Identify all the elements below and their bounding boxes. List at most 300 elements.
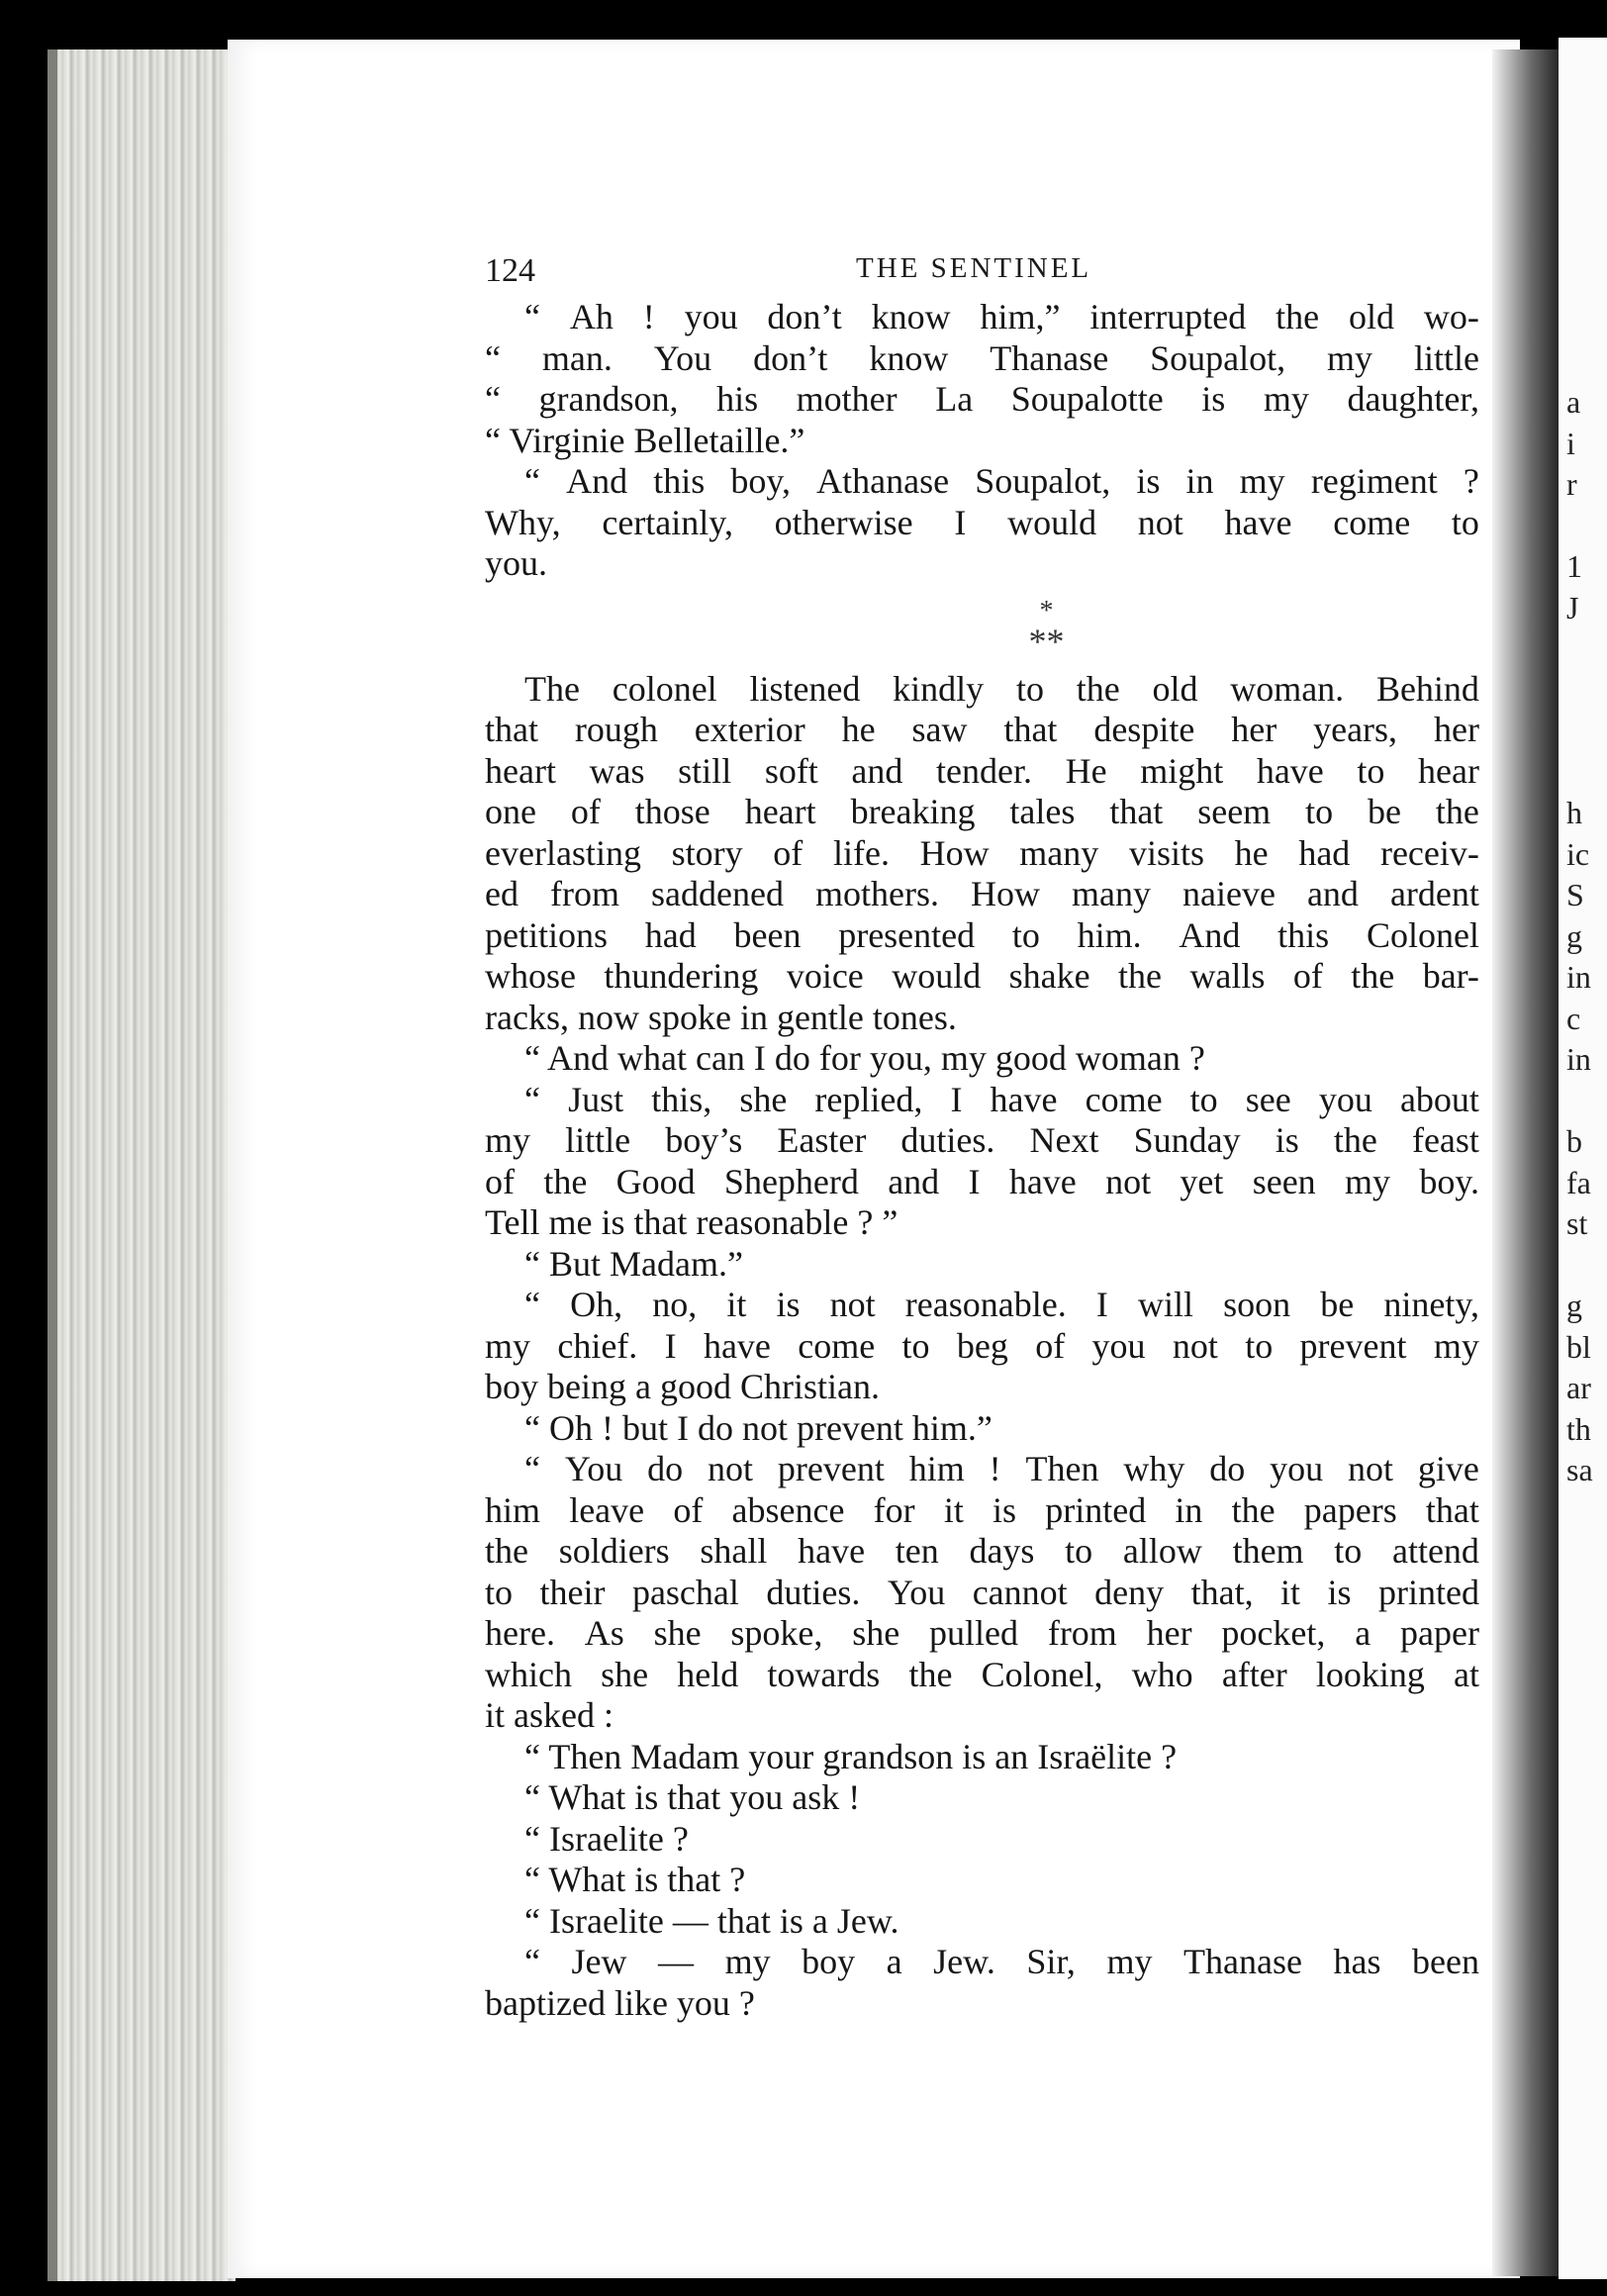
word: La — [935, 379, 974, 419]
word: his — [716, 379, 759, 419]
word: printed — [1378, 1572, 1479, 1612]
text-line — [485, 1202, 1479, 1244]
text-line-content: “ Israelite — that is a Jew. — [524, 1900, 899, 1941]
word: of — [485, 1161, 515, 1201]
text-line-content: “ Virginie Belletaille.” — [485, 420, 805, 460]
word: about — [1399, 1079, 1479, 1119]
text-line — [485, 1860, 1479, 1901]
text-line — [485, 1408, 1479, 1450]
text-line-content: “ Then Madam your grandson is an Israëlite ? — [524, 1736, 1178, 1776]
word: have — [1008, 1161, 1077, 1201]
word: have — [1224, 502, 1292, 542]
word: Then — [1025, 1449, 1099, 1488]
word: rough — [574, 710, 658, 749]
text-line — [485, 792, 1479, 833]
text-line-content: it asked : — [485, 1695, 614, 1735]
word: was — [589, 750, 645, 791]
facing-page-fragment: c — [1566, 1000, 1581, 1036]
word: soon — [1223, 1285, 1291, 1324]
word: Oh, — [570, 1285, 623, 1324]
facing-page-fragment: g — [1566, 1288, 1582, 1323]
text-line — [485, 1080, 1479, 1121]
word: ed — [485, 874, 519, 913]
word: Soupalotte — [1010, 379, 1164, 419]
word: looking — [1315, 1654, 1425, 1694]
word: that — [1003, 710, 1058, 749]
word: mother — [796, 379, 898, 419]
word: Thanase — [1183, 1942, 1302, 1981]
word: Easter — [777, 1120, 867, 1160]
word: to — [1245, 1325, 1274, 1366]
word: and — [851, 750, 903, 791]
word: my — [1263, 379, 1309, 419]
word: might — [1140, 750, 1224, 791]
text-line — [485, 1901, 1479, 1943]
text-section-after-ornament — [485, 669, 1479, 2025]
word: this — [653, 461, 706, 501]
word: have — [1256, 750, 1324, 791]
word: I — [968, 1161, 981, 1201]
word: is — [1136, 461, 1161, 501]
word: to — [901, 1325, 930, 1366]
word: been — [1412, 1942, 1479, 1981]
word: chief. — [557, 1325, 638, 1366]
word: As — [584, 1613, 624, 1653]
facing-page-fragment: S — [1566, 877, 1584, 912]
word: you — [1318, 1079, 1372, 1119]
word: to — [1334, 1531, 1363, 1571]
text-line — [485, 1942, 1479, 1983]
text-line — [485, 1244, 1479, 1286]
text-line-content: racks, now spoke in gentle tones. — [485, 997, 957, 1037]
word: Soupalot, — [975, 461, 1111, 501]
word: duties. — [900, 1120, 995, 1160]
word: the — [1076, 668, 1120, 709]
word: the — [1276, 297, 1320, 336]
word: it — [726, 1285, 747, 1324]
asterism-top: * — [1039, 595, 1054, 626]
word: that — [1425, 1489, 1479, 1530]
facing-page-fragment: J — [1566, 589, 1579, 625]
word: from — [1047, 1613, 1117, 1653]
word: visits — [1128, 832, 1204, 873]
word: otherwise — [774, 502, 913, 542]
word: their — [539, 1572, 606, 1612]
word: had — [644, 914, 697, 955]
word: to — [1015, 668, 1044, 709]
text-line — [485, 1983, 1479, 2025]
text-line — [485, 297, 1479, 338]
word: him — [485, 1489, 541, 1530]
word: Just — [568, 1079, 624, 1119]
word: him — [908, 1449, 965, 1488]
text-line — [485, 1367, 1479, 1408]
word: attend — [1391, 1531, 1479, 1571]
word: regiment — [1310, 461, 1438, 501]
facing-page-fragment: in — [1566, 959, 1591, 995]
word: Sunday — [1133, 1120, 1241, 1160]
word: voice — [786, 956, 864, 996]
word: walls — [1189, 956, 1266, 996]
word: days — [969, 1531, 1035, 1571]
asterism-bottom: ** — [1028, 621, 1065, 661]
word: boy, — [730, 461, 792, 501]
word: have — [798, 1531, 866, 1571]
word: my — [485, 1325, 531, 1366]
facing-page-fragment: i — [1566, 425, 1575, 461]
word: old — [1152, 668, 1198, 709]
word: who — [1131, 1654, 1193, 1694]
word: seen — [1252, 1161, 1316, 1201]
word: You — [564, 1449, 623, 1488]
text-line — [485, 1737, 1479, 1778]
word: Colonel — [1366, 914, 1479, 955]
text-line — [485, 503, 1479, 544]
word: it — [1280, 1572, 1301, 1612]
word: printed — [1045, 1489, 1147, 1530]
text-line-content: “ What is that you ask ! — [524, 1777, 861, 1817]
body-text — [485, 297, 1479, 2024]
word: soldiers — [558, 1531, 670, 1571]
running-header — [485, 252, 1395, 292]
word: my — [1106, 1942, 1153, 1981]
word: absence — [731, 1489, 845, 1530]
word: Ah — [569, 297, 614, 336]
word: is — [1275, 1120, 1299, 1160]
word: it — [943, 1489, 964, 1530]
word: cannot — [972, 1572, 1068, 1612]
word: that, — [1190, 1572, 1254, 1612]
word: many — [1071, 874, 1151, 913]
word: which — [485, 1654, 572, 1694]
word: Shepherd — [723, 1161, 859, 1201]
word: to — [1357, 750, 1385, 791]
facing-page-fragment: sa — [1566, 1452, 1593, 1487]
facing-page-fragment: ic — [1566, 835, 1590, 872]
word: receiv- — [1379, 832, 1479, 873]
word: her — [1146, 1613, 1192, 1653]
word: be — [1368, 792, 1401, 831]
word: he — [1234, 832, 1269, 873]
facing-page-fragment: th — [1566, 1410, 1591, 1447]
word: don’t — [767, 297, 842, 336]
word: exterior — [694, 710, 805, 749]
facing-page-fragment: bl — [1566, 1328, 1591, 1365]
word: the — [543, 1161, 588, 1201]
word: of — [673, 1489, 704, 1530]
text-line — [485, 338, 1479, 380]
word: Athanase — [816, 461, 950, 501]
text-line — [485, 1038, 1479, 1080]
word: boy — [802, 1942, 856, 1981]
word: see — [1245, 1079, 1291, 1119]
word: woman. — [1230, 668, 1345, 709]
word: my — [1345, 1161, 1391, 1201]
word: Thanase — [990, 337, 1109, 378]
word: presented — [838, 914, 976, 955]
word: boy. — [1419, 1161, 1479, 1201]
word: You — [653, 337, 712, 378]
text-line — [485, 669, 1479, 711]
word: I — [950, 1079, 963, 1119]
page-number: 124 — [485, 252, 535, 289]
word: not — [1105, 1161, 1152, 1201]
word: years, — [1313, 710, 1398, 749]
word: will — [1137, 1285, 1193, 1324]
word: the — [1333, 1120, 1377, 1160]
text-line — [485, 956, 1479, 998]
word: of — [570, 792, 601, 831]
word: “ — [485, 337, 501, 378]
word: paschal — [631, 1572, 739, 1612]
text-line — [485, 710, 1479, 751]
word: pocket, — [1221, 1613, 1326, 1653]
word: no, — [652, 1285, 698, 1324]
word: have — [990, 1079, 1058, 1119]
word: is — [776, 1285, 801, 1324]
text-line — [485, 1490, 1479, 1532]
word: shake — [1008, 956, 1090, 996]
word: that — [485, 710, 538, 749]
word: Sir, — [1026, 1942, 1076, 1981]
word: duties. — [766, 1572, 861, 1612]
word: ? — [1463, 461, 1479, 501]
word: certainly, — [602, 502, 733, 542]
word: bar- — [1422, 956, 1479, 996]
word: my — [724, 1942, 771, 1981]
facing-page-fragment: st — [1566, 1205, 1588, 1241]
facing-page-fragment: a — [1566, 384, 1581, 420]
word: I — [954, 502, 967, 542]
word: “ — [524, 461, 540, 501]
text-line — [485, 1695, 1479, 1737]
word: you — [1270, 1449, 1324, 1488]
word: tales — [1009, 792, 1076, 831]
word: you — [1091, 1325, 1146, 1366]
word: feast — [1411, 1120, 1479, 1160]
word: breaking — [850, 792, 976, 831]
word: she — [601, 1654, 649, 1694]
word: man. — [541, 337, 613, 378]
word: him. — [1077, 914, 1142, 955]
word: have — [703, 1325, 771, 1366]
word: is — [1327, 1572, 1352, 1612]
word: Colonel, — [981, 1654, 1103, 1694]
facing-page-fragment: b — [1566, 1123, 1582, 1159]
word: my — [1433, 1325, 1479, 1366]
word: grandson, — [538, 379, 679, 419]
text-line — [485, 1162, 1479, 1203]
word: my — [1327, 337, 1373, 378]
word: replied, — [814, 1079, 923, 1119]
text-section-before-ornament — [485, 297, 1479, 585]
word: he — [841, 710, 876, 749]
word: mothers. — [814, 874, 939, 913]
word: not — [708, 1449, 754, 1488]
word: she — [739, 1079, 788, 1119]
word: the — [908, 1654, 953, 1694]
running-title: THE SENTINEL — [856, 252, 1092, 284]
word: of — [773, 832, 804, 873]
word: give — [1417, 1449, 1479, 1488]
word: not — [1137, 502, 1183, 542]
word: despite — [1093, 710, 1195, 749]
word: “ — [524, 297, 540, 336]
word: “ — [524, 1285, 540, 1324]
word: don’t — [753, 337, 828, 378]
word: her — [1231, 710, 1277, 749]
section-break-asterism — [485, 585, 1479, 669]
word: a — [1355, 1613, 1371, 1653]
facing-page-fragment: h — [1566, 795, 1582, 830]
word: saw — [911, 710, 968, 749]
facing-page-fragment: ar — [1566, 1370, 1591, 1405]
word: the — [1435, 792, 1479, 831]
text-line — [485, 543, 1479, 585]
text-line — [485, 1531, 1479, 1573]
word: “ — [524, 1079, 540, 1119]
word: would — [892, 956, 982, 996]
word: and — [1306, 874, 1359, 913]
word: little — [565, 1120, 631, 1160]
word: And — [566, 461, 628, 501]
word: the — [1231, 1489, 1276, 1530]
text-line — [485, 1573, 1479, 1614]
word: not — [1347, 1449, 1393, 1488]
word: come — [798, 1325, 876, 1366]
word: she — [852, 1613, 900, 1653]
facing-page-fragment: r — [1566, 466, 1577, 502]
word: “ — [485, 379, 501, 419]
text-line — [485, 1777, 1479, 1819]
word: the — [1351, 956, 1395, 996]
word: and — [888, 1161, 940, 1201]
word: story — [671, 832, 743, 873]
word: prevent — [777, 1449, 885, 1488]
word: come — [1085, 1079, 1163, 1119]
word: listened — [749, 668, 861, 709]
text-line — [485, 874, 1479, 915]
word: the — [1118, 956, 1163, 996]
text-line-content: “ What is that ? — [524, 1860, 746, 1899]
word: Good — [615, 1161, 696, 1201]
word: do — [647, 1449, 684, 1488]
word: pulled — [929, 1613, 1019, 1653]
word: him,” — [980, 297, 1061, 336]
word: my — [1239, 461, 1285, 501]
text-line — [485, 998, 1479, 1039]
word: The — [524, 668, 580, 709]
word: after — [1221, 1654, 1287, 1694]
word: colonel — [612, 668, 717, 709]
facing-page-fragment: 1 — [1566, 548, 1582, 584]
word: interrupted — [1089, 297, 1247, 336]
word: held — [677, 1654, 739, 1694]
word: to — [1065, 1531, 1093, 1571]
facing-page-fragment: g — [1566, 917, 1582, 954]
word: I — [1095, 1285, 1108, 1324]
word: of — [1035, 1325, 1066, 1366]
word: is — [1201, 379, 1226, 419]
word: know — [871, 297, 951, 336]
word: would — [1007, 502, 1097, 542]
word: from — [550, 874, 619, 913]
word: He — [1065, 750, 1107, 791]
word: ! — [642, 297, 655, 336]
word: deny — [1094, 1572, 1165, 1612]
word: reasonable. — [904, 1285, 1067, 1324]
word: in — [1185, 461, 1214, 501]
text-line — [485, 833, 1479, 875]
word: life. — [832, 832, 890, 873]
word: for — [873, 1489, 915, 1530]
word: to — [485, 1572, 514, 1612]
word: towards — [767, 1654, 881, 1694]
word: come — [1333, 502, 1411, 542]
text-line-content: “ Israelite ? — [524, 1818, 689, 1859]
word: How — [970, 874, 1040, 913]
text-line — [485, 1120, 1479, 1162]
word: why — [1123, 1449, 1185, 1488]
word: heart — [485, 750, 556, 791]
text-line-content: “ Oh ! but I do not prevent him.” — [524, 1407, 993, 1448]
word: seem — [1197, 792, 1272, 831]
word: this, — [651, 1079, 712, 1119]
word: kindly — [893, 668, 985, 709]
book-gutter-shadow — [1492, 49, 1561, 2276]
word: in — [1175, 1489, 1203, 1530]
facing-page-edge — [1559, 38, 1607, 2279]
book-page-edges — [47, 49, 236, 2281]
text-line — [485, 751, 1479, 793]
word: here. — [485, 1613, 555, 1653]
word: shall — [700, 1531, 768, 1571]
word: wo- — [1423, 297, 1479, 336]
word: — — [658, 1942, 695, 1981]
word: naieve — [1182, 874, 1276, 913]
word: Why, — [485, 502, 561, 542]
word: thundering — [604, 956, 759, 996]
text-line — [485, 1326, 1479, 1368]
word: boy’s — [665, 1120, 743, 1160]
word: hear — [1418, 750, 1479, 791]
word: she — [653, 1613, 702, 1653]
word: that — [1109, 792, 1164, 831]
text-line — [485, 421, 1479, 462]
word: Jew — [571, 1942, 627, 1981]
word: You — [887, 1572, 946, 1612]
word: tender. — [936, 750, 1032, 791]
text-line-content: you. — [485, 543, 547, 583]
word: ninety, — [1383, 1285, 1479, 1324]
word: prevent — [1299, 1325, 1407, 1366]
text-line — [485, 915, 1479, 957]
word: this — [1277, 914, 1330, 955]
text-line — [485, 1613, 1479, 1655]
word: be — [1320, 1285, 1355, 1324]
word: little — [1413, 337, 1479, 378]
text-line-content: “ And what can I do for you, my good woman ? — [524, 1038, 1205, 1078]
word: daughter, — [1347, 379, 1479, 419]
word: ! — [989, 1449, 1001, 1488]
text-line — [485, 1285, 1479, 1326]
word: spoke, — [730, 1613, 823, 1653]
word: papers — [1303, 1489, 1397, 1530]
word: my — [485, 1120, 531, 1160]
text-line — [485, 1819, 1479, 1861]
text-line-content: Tell me is that reasonable ? ” — [485, 1202, 898, 1242]
word: everlasting — [485, 832, 641, 873]
